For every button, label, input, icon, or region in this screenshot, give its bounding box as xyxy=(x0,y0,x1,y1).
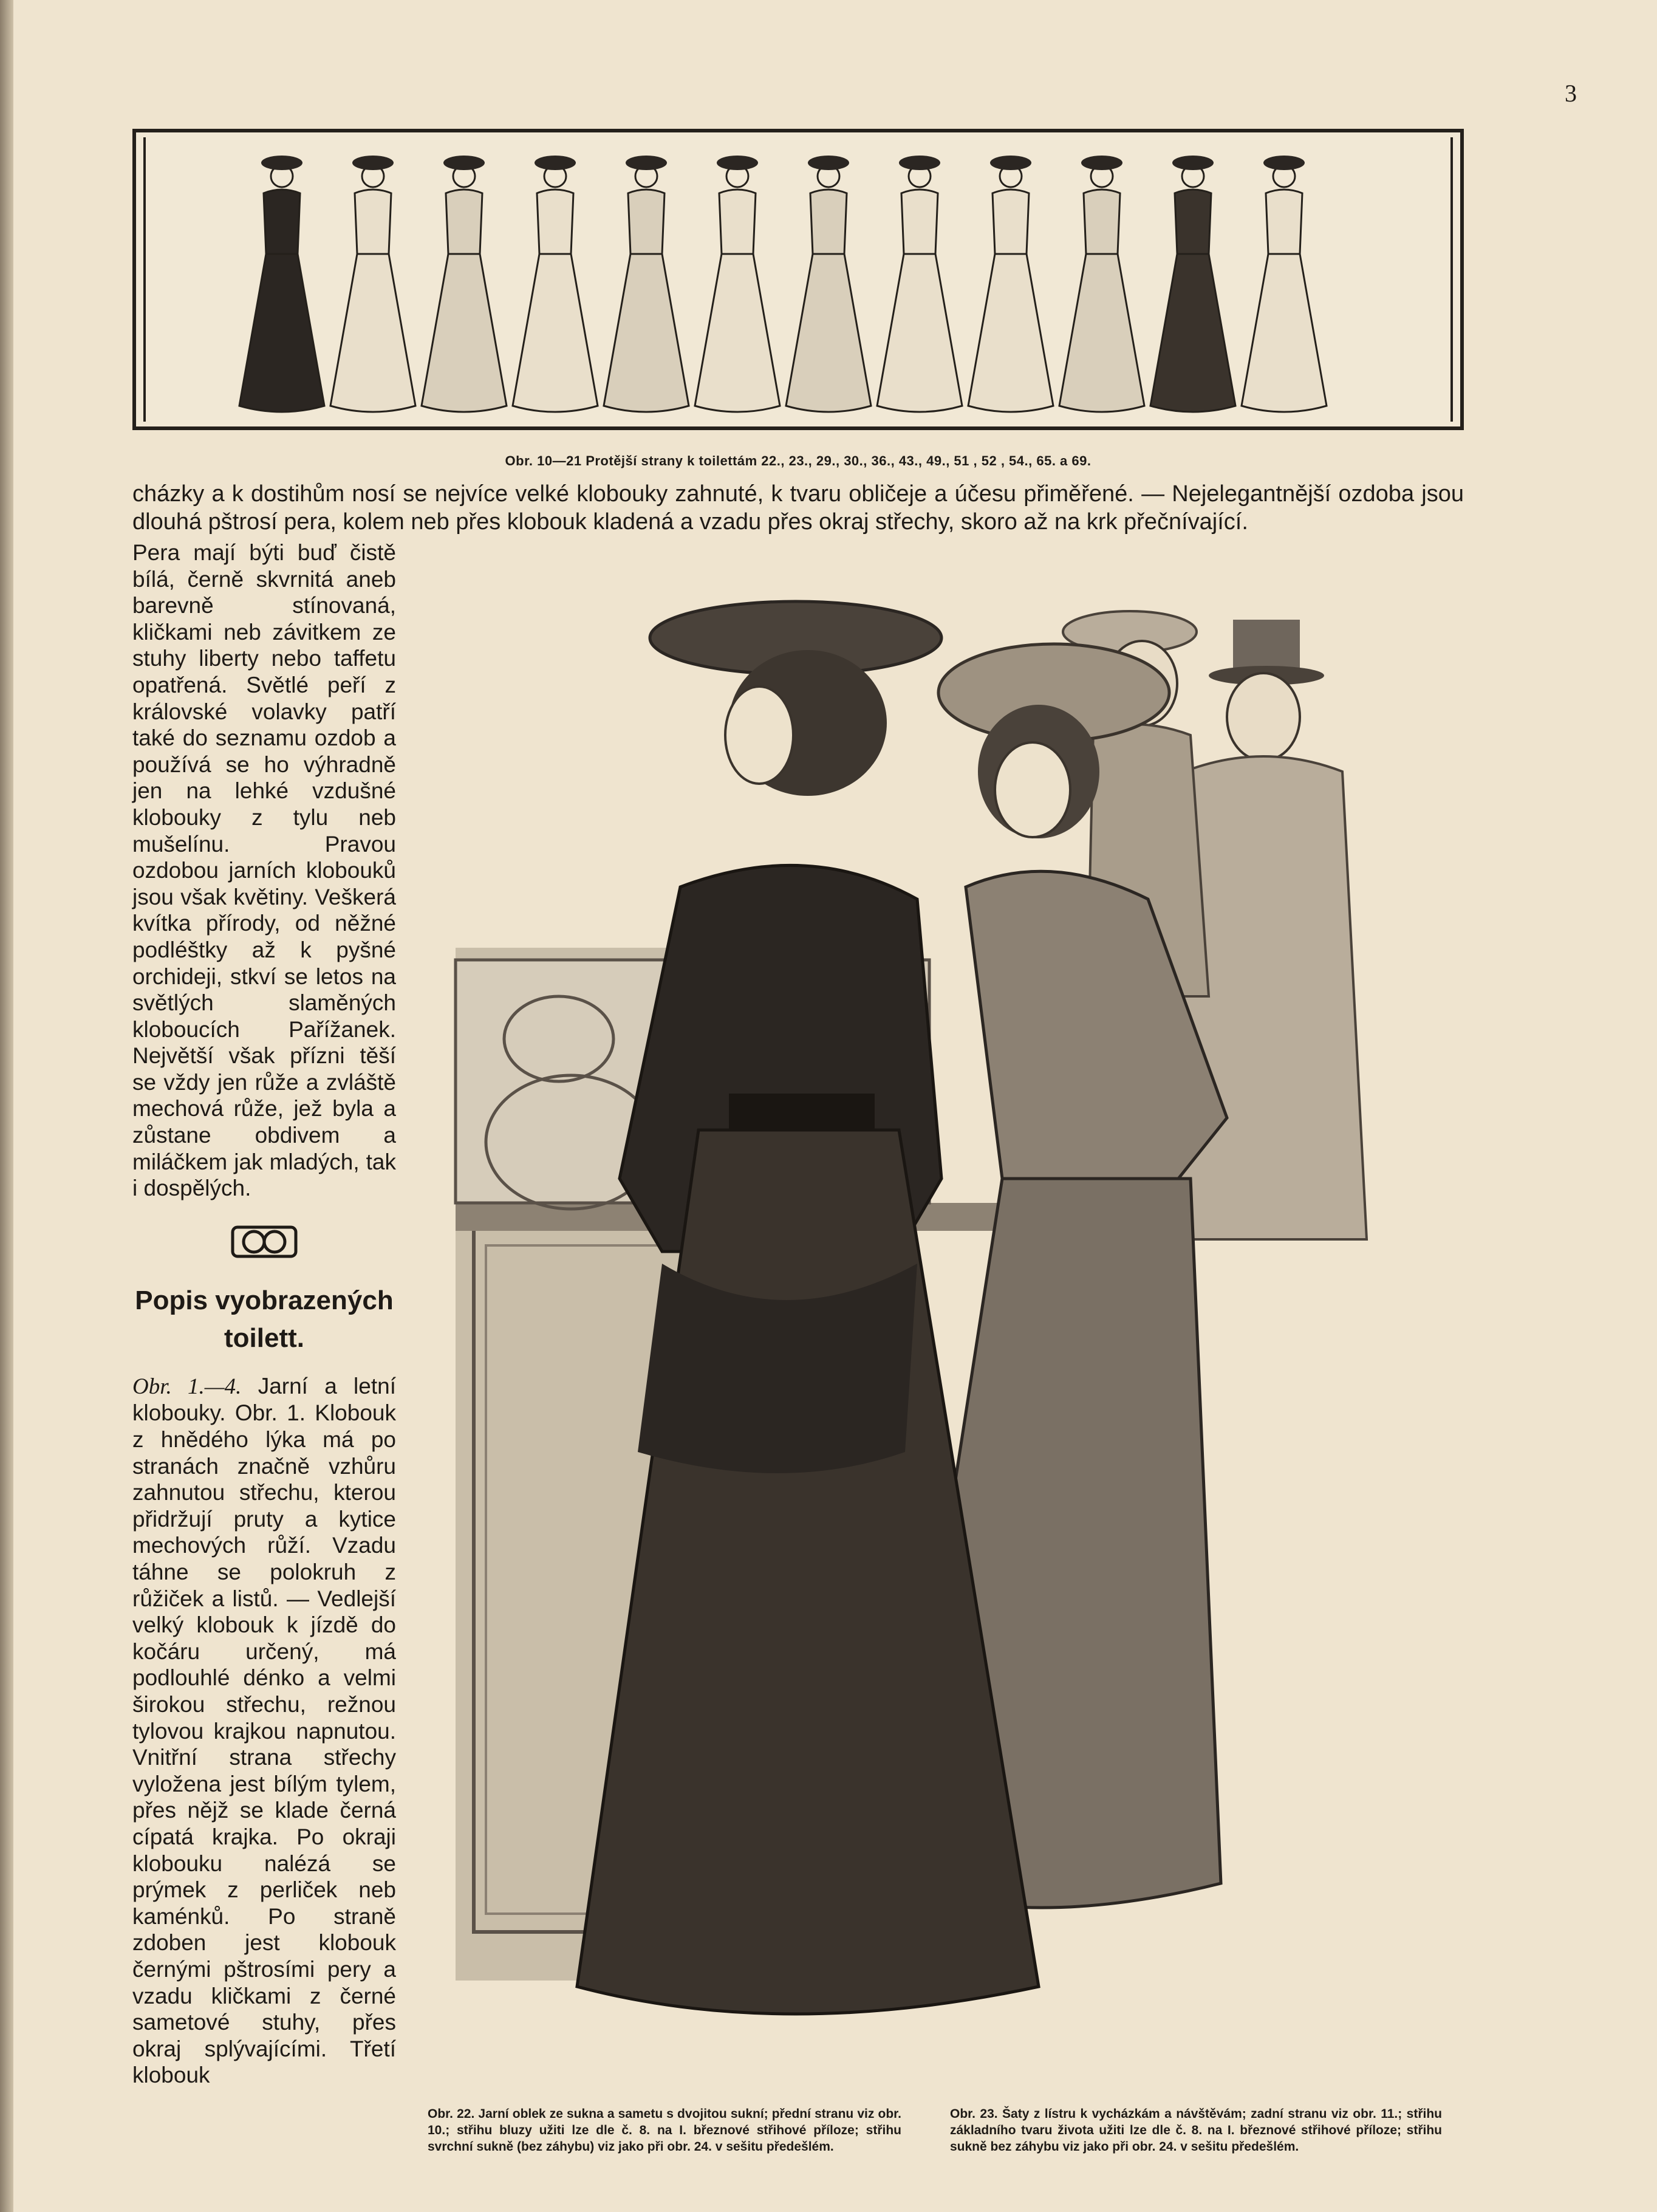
banner-fashion-figure xyxy=(239,156,324,412)
banner-fashion-figure xyxy=(877,156,962,412)
page-gutter xyxy=(0,0,13,2212)
figure-22-caption: Obr. 22. Jarní oblek ze sukna a sametu s dvojitou sukní; přední stranu viz obr. 10.; střihu bluzy užiti lze dle č. 8. na I. březnové střihové příloze; střihu svrchní sukně (bez záhybu) viz jako při obr. 24. v sešitu předešlém. xyxy=(428,2107,901,2154)
section-title: Popis vyobrazených toilett. xyxy=(135,1285,394,1353)
left-paragraph-2 xyxy=(132,1373,396,2089)
ornament-icon xyxy=(231,1225,298,1259)
left-column xyxy=(132,539,396,2089)
banner-fashion-figure xyxy=(330,156,415,412)
fashion-figures-banner xyxy=(132,129,1464,430)
left-paragraph-1: Pera mají býti buď čistě bílá, černě skvrnitá aneb barevně stínovaná, kličkami neb závitkem ze stuhy liberty nebo taffetu opatřená. Světlé peří z královské volavky patří také do seznamu ozdob a používá se ho výhradně jen na lehké vzdušné klobouky z tylu neb mušelínu. Pravou ozdobou jarních klobouků jsou však květiny. Veškerá kvítka přírody, od něžné podléštky až k pyšné orchideji, stkví se letos na světlých slaměných kloboucích Pařížanek. Největší však přízni těší se vždy jen růže a zvláště mechová růže, jež byla a zůstane obdivem a miláčkem jak mladých, tak i dospělých. xyxy=(132,540,396,1201)
man-figure xyxy=(1178,620,1367,1239)
banner-fashion-figure xyxy=(1150,156,1235,412)
banner-fashion-figure xyxy=(968,156,1053,412)
intro-text: cházky a k dostihům nosí se nejvíce velké klobouky zahnuté, k tvaru obličeje a účesu přiměřené. — Nejelegantnější ozdoba jsou dlouhá pštrosí pera, kolem neb přes klobouk kladená a vzadu přes okraj střechy, skoro až na krk přečnívající. xyxy=(132,481,1464,535)
banner-fashion-figure xyxy=(513,156,598,412)
page-number: 3 xyxy=(1565,80,1577,107)
banner-fashion-figure xyxy=(422,156,507,412)
left-paragraph-2-text: Jarní a letní klobouky. Obr. 1. Klobouk z hnědého lýka má po stranách značně vzhůru zahnutou střechu, kterou přidržují pruty a kytice mechových růží. Vzadu táhne se polokruh z růžiček a listů. — Vedlejší velký klobouk k jízdě do kočáru určený, má podlouhlé dénko a velmi širokou střechu, režnou tylovou krajkou napnutou. Vnitřní strana střechy vyložena jest bílým tylem, přes nějž se klade černá cípatá krajka. Po okraji klobouku nalézá se prýmek z perliček neb kaménků. Po straně zdoben jest klobouk černými pštrosími pery a vzadu kličkami z černé sametové stuhy, přes okraj splývajícími. Třetí klobouk xyxy=(132,1373,396,2088)
main-fashion-illustration xyxy=(419,571,1488,2047)
banner-fashion-figure xyxy=(604,156,689,412)
figure-reference: Obr. 1.—4. xyxy=(132,1374,242,1399)
banner-fashion-figure xyxy=(786,156,871,412)
figure-23-caption: Obr. 23. Šaty z lístru k vycházkám a návštěvám; zadní stranu viz obr. 11.; střihu základního tvaru života užiti lze dle č. 8. na I. březnové střihové příloze; střihu sukně bez záhybu viz jako při obr. 24. v sešitu předešlém. xyxy=(950,2107,1442,2154)
banner-caption: Obr. 10—21 Protější strany k toilettám 22., 23., 29., 30., 36., 43., 49., 51 , 52 , 54., 65. a 69. xyxy=(505,453,1092,468)
banner-fashion-figure xyxy=(695,156,780,412)
fashion-figures-illustration xyxy=(136,132,1460,426)
banner-fashion-figure xyxy=(1059,156,1144,412)
banner-fashion-figure xyxy=(1242,156,1327,412)
